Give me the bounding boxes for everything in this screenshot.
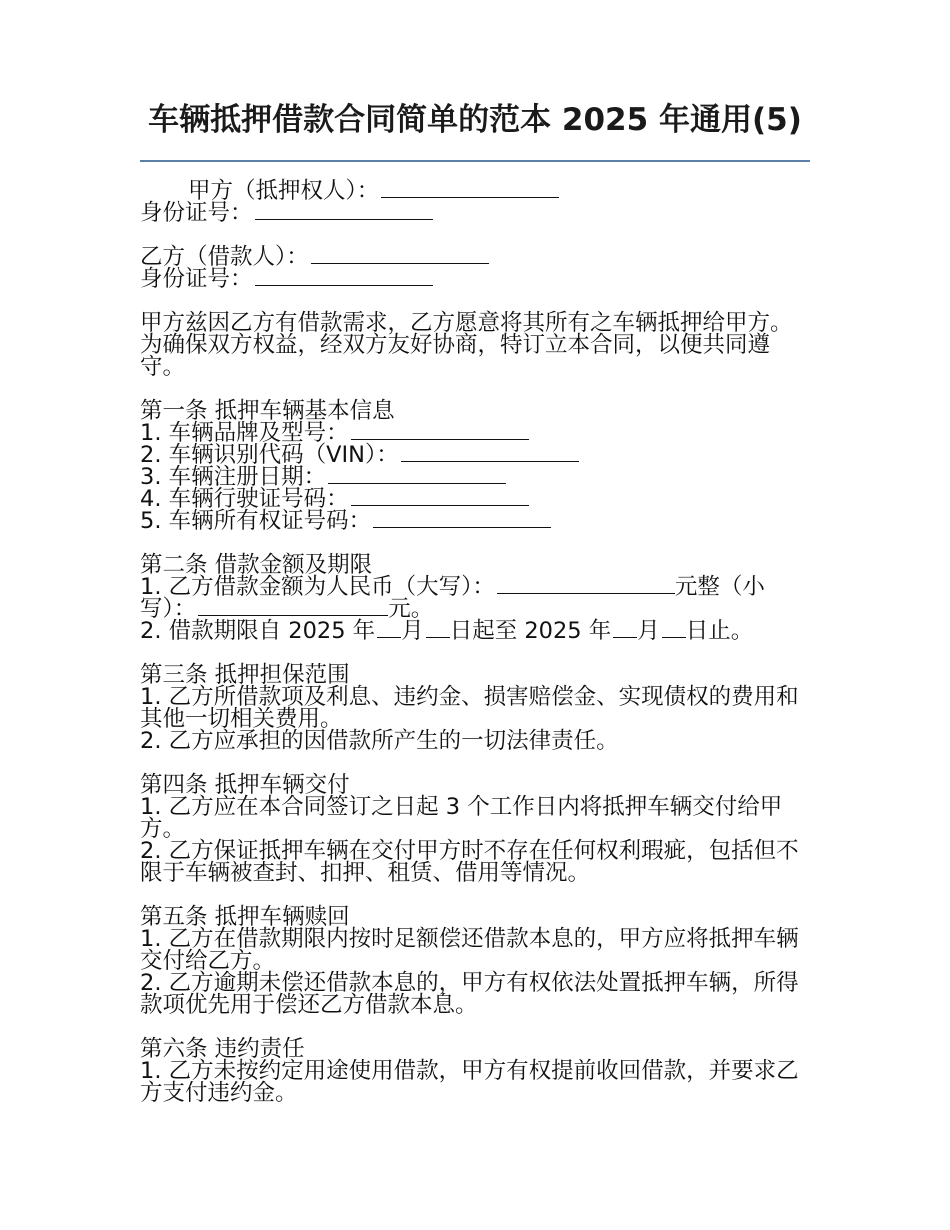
party-b-id-label: 身份证号： <box>140 266 253 292</box>
party-b-section <box>140 246 810 290</box>
article-4 <box>140 774 810 884</box>
contract-body <box>140 180 810 1104</box>
party-b-blank <box>311 247 489 264</box>
title-underline <box>140 160 810 162</box>
article-1 <box>140 400 810 532</box>
registration-date-blank <box>328 467 506 484</box>
article-5-item: 1. 乙方在借款期限内按时足额偿还借款本息的，甲方应将抵押车辆交付给乙方。 <box>140 926 799 974</box>
amount-suffix: 元。 <box>388 596 434 622</box>
license-number-blank <box>351 489 529 506</box>
end-month-blank <box>613 621 637 638</box>
start-day-blank <box>426 621 450 638</box>
amount-upper-blank <box>497 577 675 594</box>
ownership-number-blank <box>373 511 551 528</box>
article-1-item: 5. 车辆所有权证号码： <box>140 508 372 534</box>
term-text-c: 日起至 2025 年 <box>449 618 612 644</box>
start-month-blank <box>377 621 401 638</box>
article-3-heading: 第三条 抵押担保范围 <box>140 662 350 688</box>
article-3-item: 1. 乙方所借款项及利息、违约金、损害赔偿金、实现债权的费用和其他一切相关费用。 <box>140 684 799 732</box>
article-3 <box>140 664 810 752</box>
party-b-label: 乙方（借款人）： <box>140 244 309 270</box>
term-text-e: 日止。 <box>685 618 754 644</box>
term-text-b: 月 <box>401 618 424 644</box>
article-6-item: 1. 乙方未按约定用途使用借款，甲方有权提前收回借款，并要求乙方支付违约金。 <box>140 1058 799 1106</box>
amount-prefix: 1. 乙方借款金额为人民币（大写）： <box>140 574 495 600</box>
preamble: 甲方兹因乙方有借款需求，乙方愿意将其所有之车辆抵押给甲方。为确保双方权益，经双方友好协商，特订立本合同，以便共同遵守。 <box>140 310 793 380</box>
article-2-heading: 第二条 借款金额及期限 <box>140 552 373 578</box>
party-a-label: 甲方（抵押权人）： <box>188 178 380 204</box>
article-1-item: 4. 车辆行驶证号码： <box>140 486 349 512</box>
party-a-section <box>140 180 810 224</box>
article-1-item: 2. 车辆识别代码（VIN）： <box>140 442 399 468</box>
article-5 <box>140 906 810 1016</box>
amount-lower-blank <box>198 599 388 616</box>
article-5-item: 2. 乙方逾期未偿还借款本息的，甲方有权依法处置抵押车辆，所得款项优先用于偿还乙方借款本息。 <box>140 970 799 1018</box>
article-2 <box>140 554 810 642</box>
vin-blank <box>401 445 579 462</box>
article-4-item: 1. 乙方应在本合同签订之日起 3 个工作日内将抵押车辆交付给甲方。 <box>140 794 783 842</box>
document-title: 车辆抵押借款合同简单的范本 2025 年通用(5) <box>148 102 802 138</box>
vehicle-model-blank <box>351 423 529 440</box>
party-a-id-label: 身份证号： <box>140 200 253 226</box>
article-1-item: 3. 车辆注册日期： <box>140 464 327 490</box>
article-4-item: 2. 乙方保证抵押车辆在交付甲方时不存在任何权利瑕疵，包括但不限于车辆被查封、扣押、租赁、借用等情况。 <box>140 838 799 886</box>
article-1-item: 1. 车辆品牌及型号： <box>140 420 349 446</box>
article-6-heading: 第六条 违约责任 <box>140 1036 305 1062</box>
article-1-heading: 第一条 抵押车辆基本信息 <box>140 398 395 424</box>
party-b-id-blank <box>255 269 433 286</box>
article-4-heading: 第四条 抵押车辆交付 <box>140 772 350 798</box>
article-5-heading: 第五条 抵押车辆赎回 <box>140 904 350 930</box>
amount-middle: 元整（小写）： <box>140 574 765 622</box>
term-text-a: 2. 借款期限自 2025 年 <box>140 618 376 644</box>
end-day-blank <box>662 621 686 638</box>
party-a-blank <box>381 181 559 198</box>
term-text-d: 月 <box>637 618 660 644</box>
article-6 <box>140 1038 810 1104</box>
article-3-item: 2. 乙方应承担的因借款所产生的一切法律责任。 <box>140 728 619 754</box>
party-a-id-blank <box>255 203 433 220</box>
